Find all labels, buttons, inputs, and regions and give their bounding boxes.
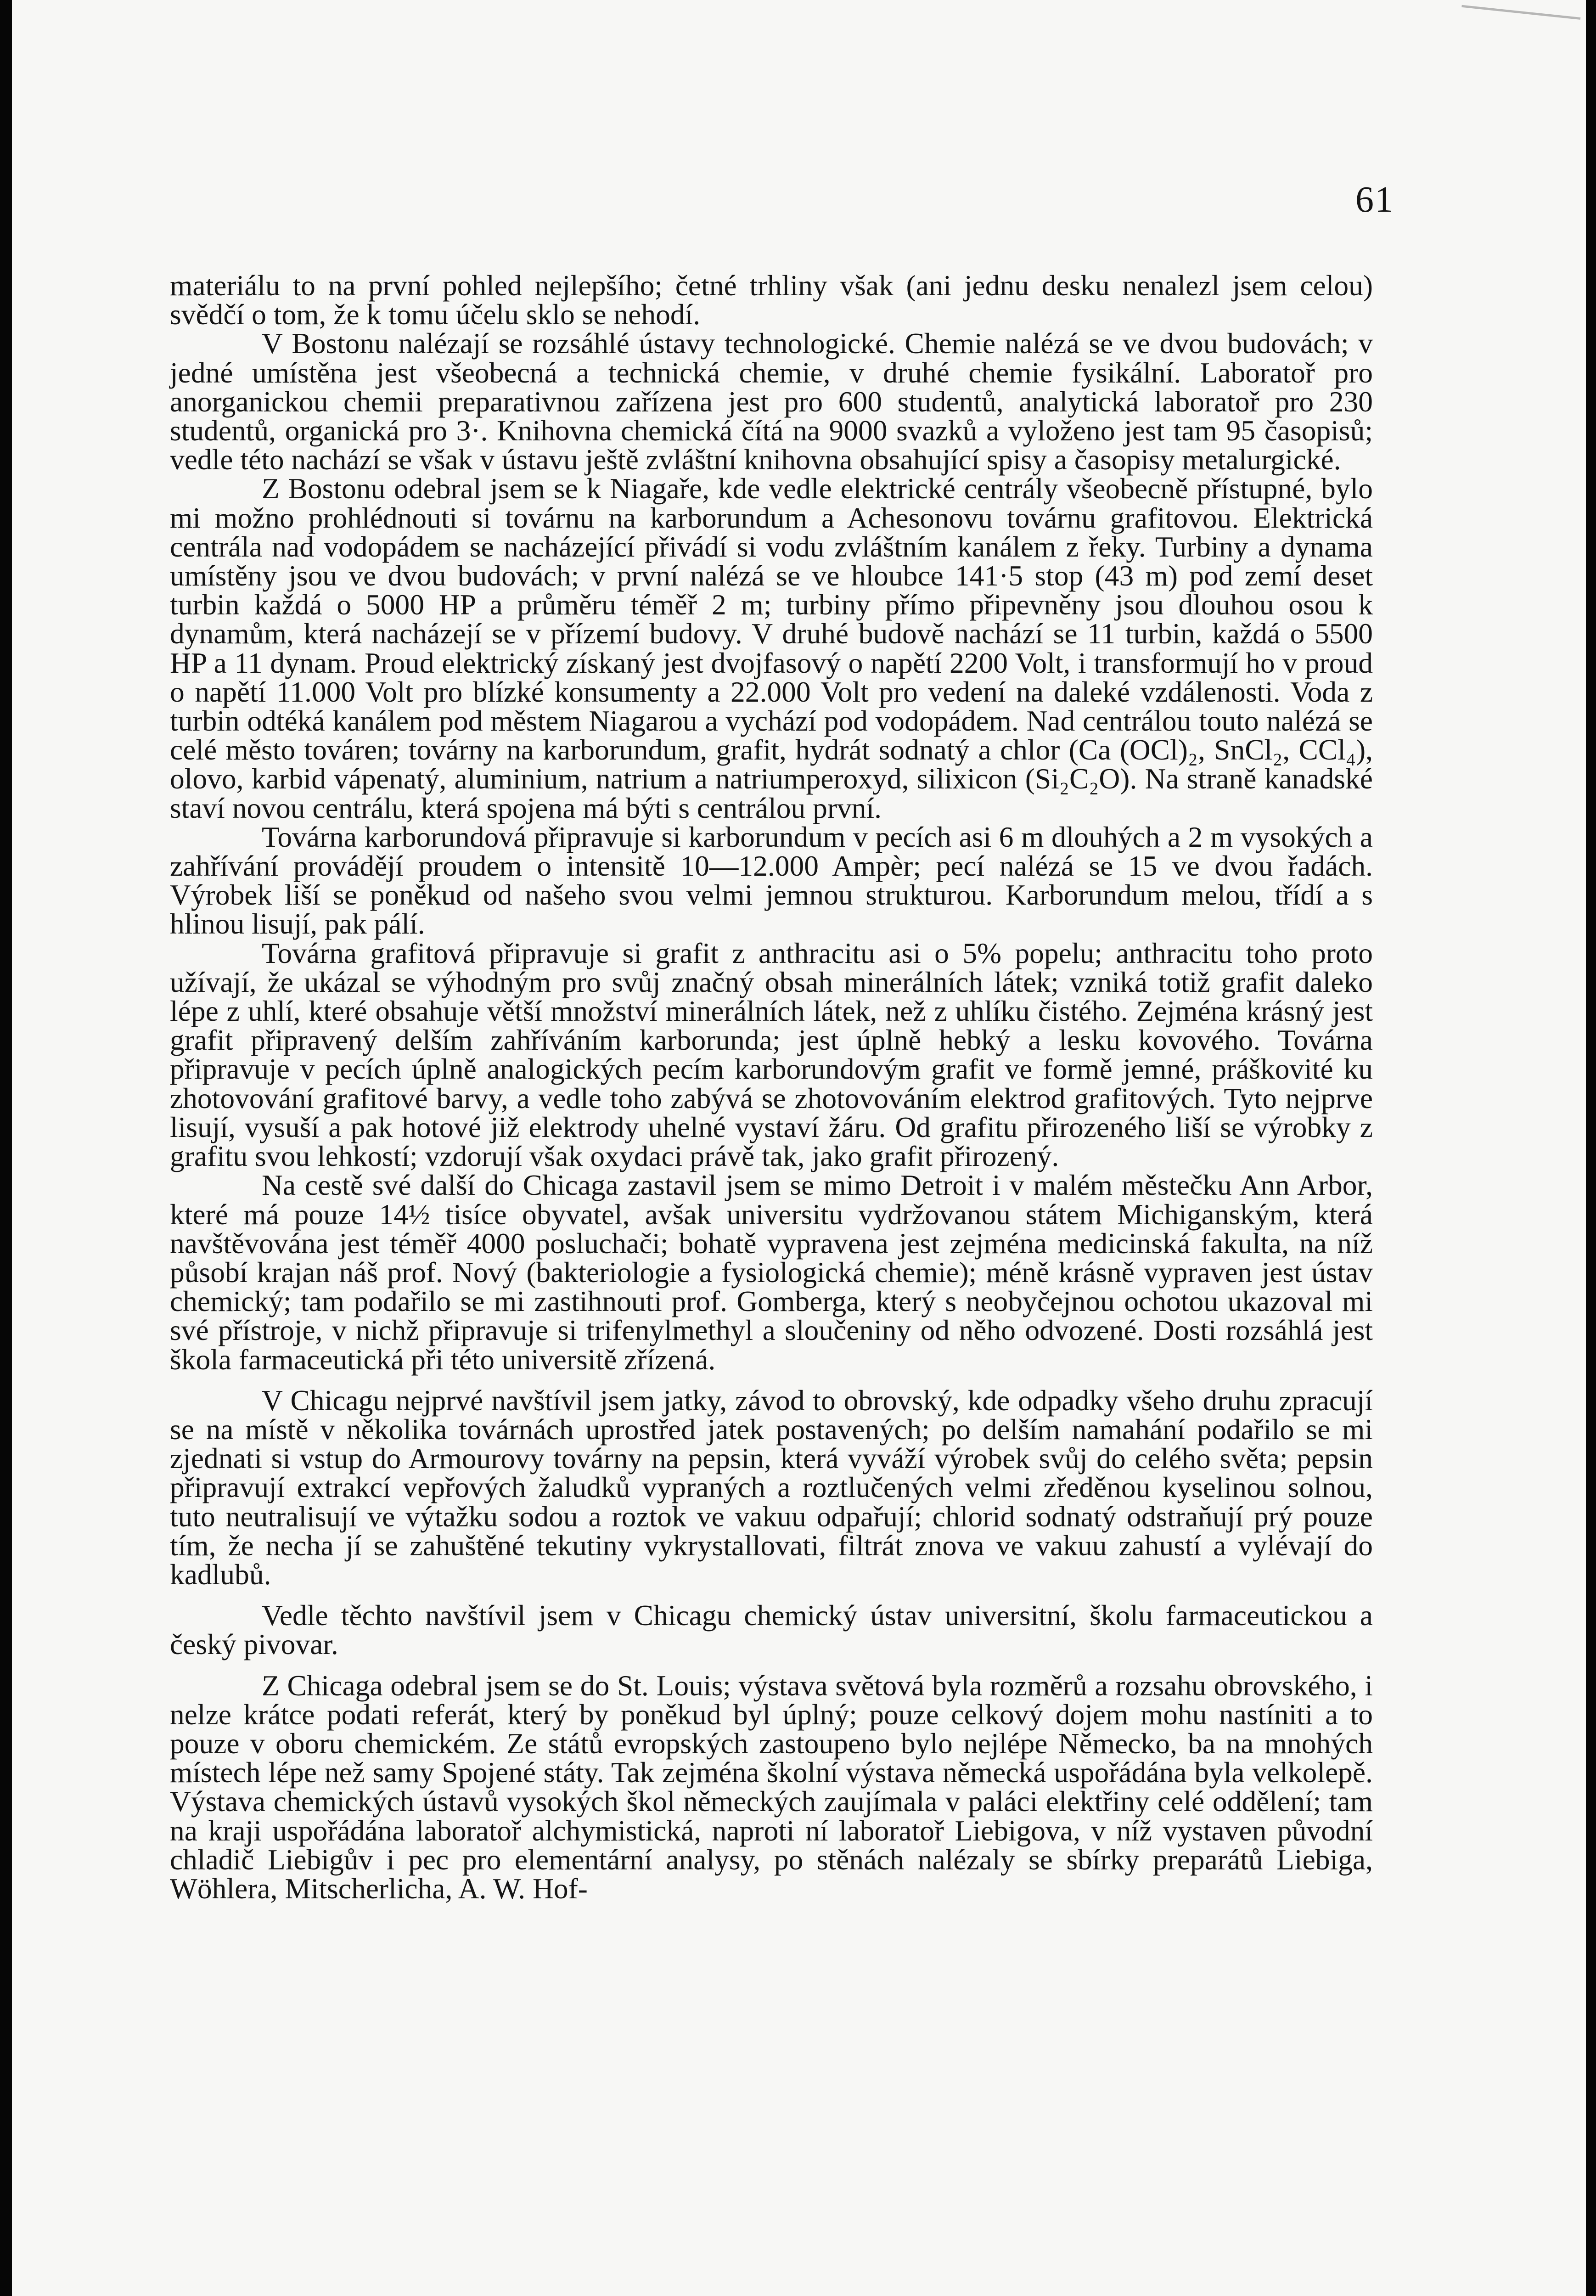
scan-corner-artifact	[1456, 5, 1581, 79]
paragraph-st-louis: Z Chicaga odebral jsem se do St. Louis; výstava světová byla rozměrů a rozsahu obrovského, i nelze krátce podati referát, který by poněkud byl úplný; pouze celkový dojem mohu nastíniti a to pouze v oboru chemickém. Ze států evropských zastoupeno bylo nejlépe Německo, ba na mnohých místech lépe než samy Spojené státy. Tak zejména školní výstava německá uspořádána byla velkolepě. Výstava chemických ústavů vysokých škol německých zaujímala v paláci elektřiny celé oddělení; tam na kraji uspořádána laboratoř alchymistická, naproti ní laboratoř Liebigova, v níž vystaven původní chladič Liebigův i pec pro elementární analysy, po stěnách nalézaly se sbírky preparátů Liebiga, Wöhlera, Mitscherlicha, A. W. Hof-	[170, 1669, 1373, 1905]
paragraph-niagara: Z Bostonu odebral jsem se k Niagaře, kde vedle elektrické centrály všeobecně přístupné, bylo mi možno prohlédnouti si továrnu na karborundum a Achesonovu továrnu grafitovou. Elektrická centrála nad vodopádem se nacházející přivádí si vodu zvláštním kanálem z řeky. Turbiny a dynama umístěny jsou ve dvou budovách; v první nalézá se ve hloubce 141·5 stop (43 m) pod zemí deset turbin každá o 5000 HP a průměru téměř 2 m; turbiny přímo připevněny jsou dlouhou osou k dynamům, která nacházejí se v přízemí budovy. V druhé budově nachází se 11 turbin, každá o 5500 HP a 11 dynam. Proud elektrický získaný jest dvojfasový o napětí 2200 Volt, i transformují ho v proud o napětí 11.000 Volt pro blízké konsumenty a 22.000 Volt pro vedení na daleké vzdálenosti. Voda z turbin odtéká kanálem pod městem Niagarou a vychází pod vodopádem. Nad centrálou touto nalézá se celé město továren; továrny na karborundum, grafit, hydrát sodnatý a chlor (Ca (OCl)₂, SnCl₂, CCl₄), olovo, karbid vápenatý, aluminium, natrium a natriumperoxyd, silixicon (Si₂C₂O). Na straně kanadské staví novou centrálu, která spojena má býti s centrálou první.	[170, 472, 1373, 824]
scan-border-right	[1586, 0, 1596, 2296]
paragraph-continuation: materiálu to na první pohled nejlepšího; četné trhliny však (ani jednu desku nenalezl jsem celou) svědčí o tom, že k tomu účelu sklo se nehodí.	[170, 269, 1373, 331]
paragraph-graphite: Továrna grafitová připravuje si grafit z anthracitu asi o 5% popelu; anthracitu toho proto užívají, že ukázal se výhodným pro svůj značný obsah minerálních látek; vzniká totiž grafit daleko lépe z uhlí, které obsahuje větší množství minerálních látek, než z uhlíku čistého. Zejména krásný jest grafit připravený delším zahříváním karborunda; jest úplně hebký a lesku kovového. Továrna připravuje v pecích úplně analogických pecím karborundovým grafit ve formě jemné, práškovité ku zhotovování grafitové barvy, a vedle toho zabývá se zhotovováním elektrod grafitových. Tyto nejprve lisují, vysuší a pak hotové již elektrody uhelné vystaví žáru. Od grafitu přirozeného liší se výrobky z grafitu svou lehkostí; vzdorují však oxydaci právě tak, jako grafit přirozený.	[170, 936, 1373, 1173]
page-number: 61	[1355, 180, 1394, 220]
scan-border-left	[0, 0, 12, 2296]
paragraph-boston: V Bostonu nalézají se rozsáhlé ústavy technologické. Chemie nalézá se ve dvou budovách; v jedné umístěna jest všeobecná a technická chemie, v druhé chemie fysikální. Laboratoř pro anorganickou chemii preparativnou zařízena jest pro 600 studentů, analytická laboratoř pro 230 studentů, organická pro 3·. Knihovna chemická čítá na 9000 svazků a vyloženo jest tam 95 časopisů; vedle této nachází se však v ústavu ještě zvláštní knihovna obsahující spisy a časopisy metalurgické.	[170, 327, 1373, 476]
paragraph-chicago: V Chicagu nejprvé navštívil jsem jatky, závod to obrovský, kde odpadky všeho druhu zpracují se na místě v několika továrnách uprostřed jatek postavených; po delším namahání podařilo se mi zjednati si vstup do Armourovy továrny na pepsin, která vyváží výrobek svůj do celého světa; pepsin připravují extrakcí vepřových žaludků vypraných a roztlučených velmi zředěnou kyselinou solnou, tuto neutralisují ve výtažku sodou a roztok ve vakuu odpařují; chlorid sodnatý odstraňují prý pouze tím, že necha jí se zahuštěné tekutiny vykrystallovati, filtrát znova ve vakuu zahustí a vylévají do kadlubů.	[170, 1384, 1373, 1591]
paragraph-carborundum: Továrna karborundová připravuje si karborundum v pecích asi 6 m dlouhých a 2 m vysokých a zahřívání provádějí proudem o intensitě 10—12.000 Ampèr; pecí nalézá se 15 ve dvou řadách. Výrobek liší se poněkud od našeho svou velmi jemnou strukturou. Karborundum melou, třídí a s hlinou lisují, pak pálí.	[170, 820, 1373, 940]
paragraph-ann-arbor: Na cestě své další do Chicaga zastavil jsem se mimo Detroit i v malém městečku Ann Arbor, které má pouze 14½ tisíce obyvatel, avšak universitu vydržovanou státem Michiganským, která navštěvována jest téměř 4000 posluchači; bohatě vypravena jest zejména medicinská fakulta, na níž působí krajan náš prof. Nový (bakteriologie a fysiologická chemie); méně krásně vypraven jest ústav chemický; tam podařilo se mi zastihnouti prof. Gomberga, který s neobyčejnou ochotou ukazoval mi své přístroje, v nichž připravuje si trifenylmethyl a sloučeniny od něho odvozené. Dosti rozsáhlá jest škola farmaceutická při této universitě zřízená.	[170, 1169, 1373, 1376]
body-text	[170, 271, 1373, 1903]
paragraph-chicago-visits: Vedle těchto navštívil jsem v Chicagu chemický ústav universitní, školu farmaceutickou a český pivovar.	[170, 1599, 1373, 1661]
